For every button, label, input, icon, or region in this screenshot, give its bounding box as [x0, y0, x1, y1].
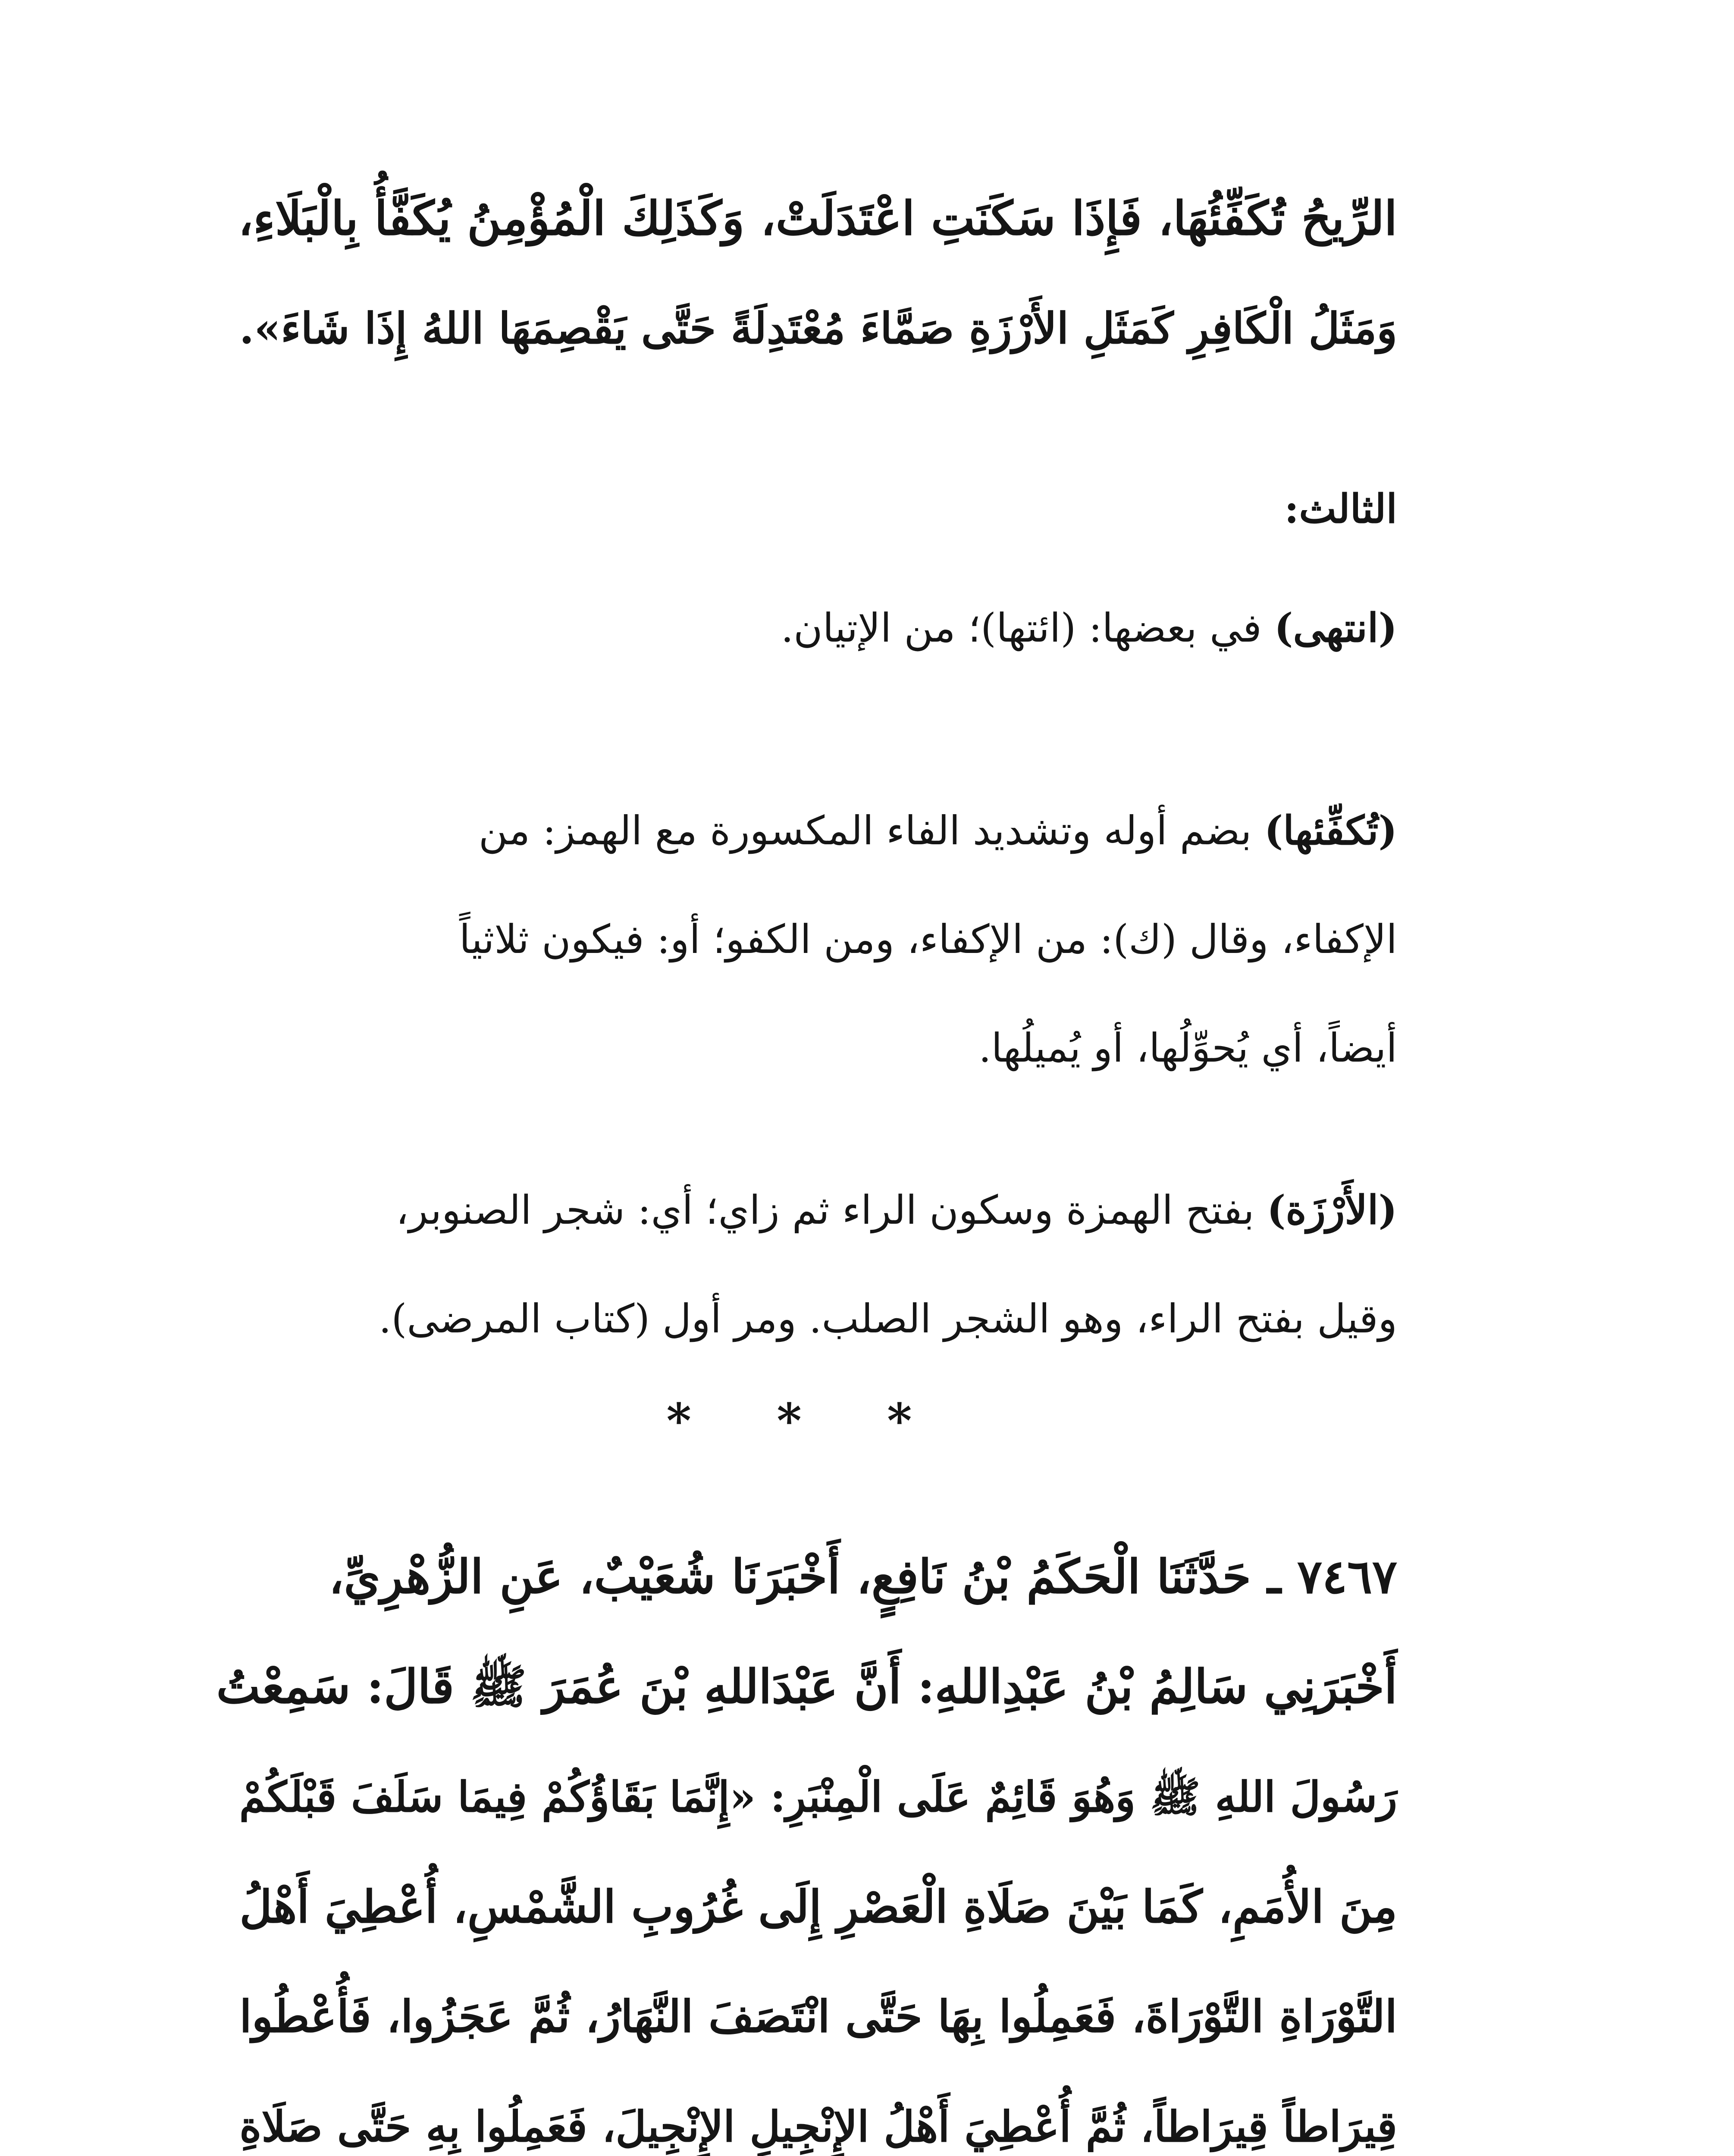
text-line: وقيل بفتح الراء، وهو الشجر الصلب. ومر أول (كتاب المرضى).: [379, 1296, 1397, 1342]
text-line: ٧٤٦٧ ـ حَدَّثَنَا الْحَكَمُ بْنُ نَافِعٍ، أَخْبَرَنَا شُعَيْبٌ، عَنِ الزُّهْرِيِّ،: [329, 1550, 1397, 1604]
text-line: التَّوْرَاةِ التَّوْرَاةَ، فَعَمِلُوا بِهَا حَتَّى انْتَصَفَ النَّهَارُ، ثُمَّ عَجَزُوا، فَأُعْطُوا: [239, 1991, 1397, 2043]
note-label: (تُكفِّئها): [1264, 807, 1397, 854]
text-line: أَخْبَرَنِي سَالِمُ بْنُ عَبْدِاللهِ: أَنَّ عَبْدَاللهِ بْنَ عُمَرَ ﷺ قَالَ: سَمِعْتُ: [216, 1660, 1397, 1714]
note-label: (الأَرْزَة): [1267, 1187, 1397, 1233]
text-line: قِيرَاطاً قِيرَاطاً، ثُمَّ أُعْطِيَ أَهْلُ الإِنْجِيلِ الإِنْجِيلَ، فَعَمِلُوا بِهِ حَتَّى صَلَاةِ: [239, 2102, 1397, 2152]
section-heading: الثالث:: [1284, 486, 1397, 532]
text-line: الرِّيحُ تُكَفِّئُهَا، فَإِذَا سَكَنَتِ اعْتَدَلَتْ، وَكَذَلِكَ الْمُؤْمِنُ يُكَفَّأُ بِالْبَلَاءِ،: [238, 191, 1397, 246]
note-text: في بعضها: (ائتها)؛ من الإتيان.: [781, 605, 1262, 651]
text-line: رَسُولَ اللهِ ﷺ وَهُوَ قَائِمٌ عَلَى الْمِنْبَرِ: «إِنَّمَا بَقَاؤُكُمْ فِيمَا سَلَفَ قَبْلَكُمْ: [239, 1772, 1397, 1821]
note-text: بفتح الهمزة وسكون الراء ثم زاي؛ أي: شجر الصنوبر،: [396, 1187, 1254, 1233]
text-line: [216, 1156, 1397, 1265]
text-line: [216, 776, 1397, 885]
text-line: أيضاً، أي يُحوِّلُها، أو يُميلُها.: [978, 1025, 1397, 1071]
text-line: الإكفاء، وقال (ك): من الإكفاء، ومن الكفو؛ أو: فيكون ثلاثياً: [459, 916, 1397, 962]
commentary-note: [216, 1156, 1397, 1373]
book-page: [216, 164, 1397, 2156]
commentary-note: [216, 573, 1397, 683]
hadith-7467: [216, 1522, 1397, 2156]
hadith-continuation: [216, 164, 1397, 384]
text-line: [216, 573, 1397, 683]
section-separator: * * *: [666, 1393, 947, 1448]
text-line: مِنَ الأُمَمِ، كَمَا بَيْنَ صَلَاةِ الْعَصْرِ إِلَى غُرُوبِ الشَّمْسِ، أُعْطِيَ أَهْلُ: [239, 1881, 1397, 1933]
commentary-note: [216, 776, 1397, 1103]
text-line: وَمَثَلُ الْكَافِرِ كَمَثَلِ الأَرْزَةِ صَمَّاءَ مُعْتَدِلَةً حَتَّى يَقْصِمَهَا اللهُ إِذَا شَاءَ».: [239, 304, 1397, 354]
note-label: (انتهى): [1274, 605, 1397, 651]
note-text: بضم أوله وتشديد الفاء المكسورة مع الهمز: من: [478, 808, 1252, 854]
